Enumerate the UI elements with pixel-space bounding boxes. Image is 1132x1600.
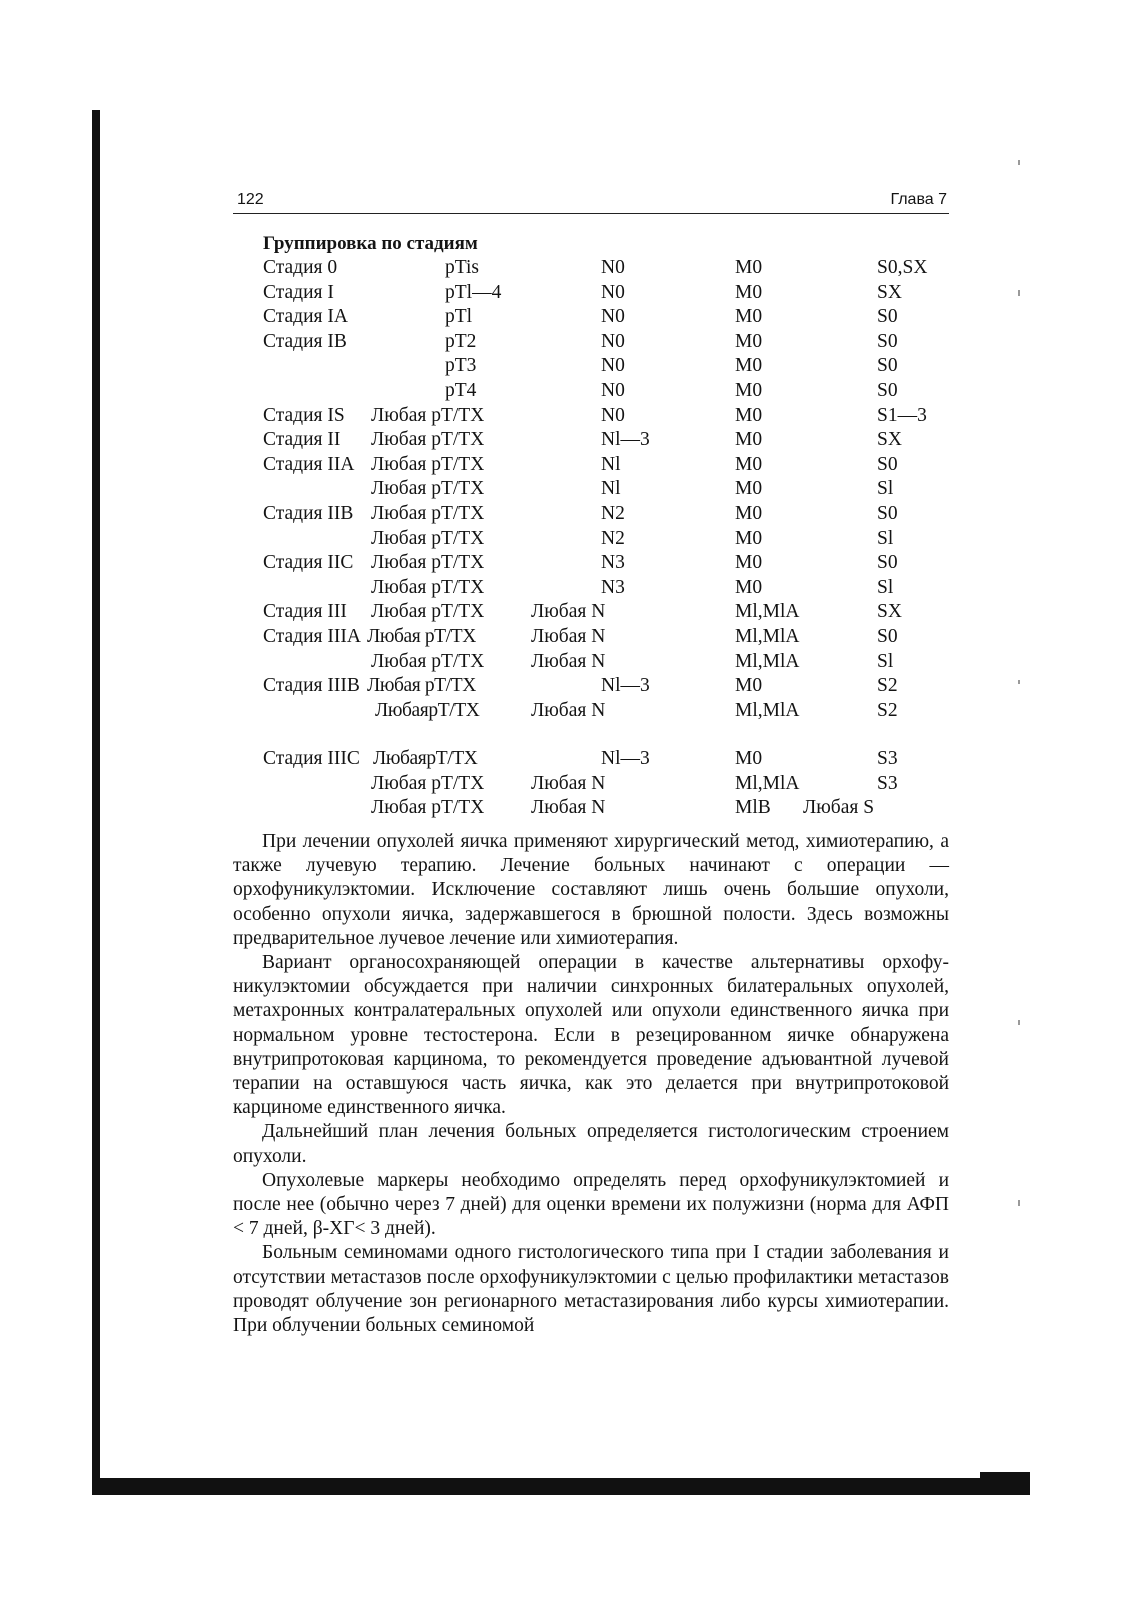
table-row	[263, 700, 963, 725]
m-cell: M0	[735, 355, 763, 377]
s-cell: S0	[877, 330, 898, 352]
table-row	[263, 601, 963, 626]
n-cell: Любая N	[531, 625, 606, 647]
t-cell: Любая рТ/ТХ	[367, 675, 476, 697]
paragraph: Больным семиномами одного гистологического типа при I стадии заболевания и отсутствии метастазов после орхофуникулэктомии с целью профилактики метастазов проводят облучение зон регионарного метастазирования либо курсы химиотерапии. При облучении больных семиномой	[233, 1242, 949, 1337]
stage-cell: Стадия IIIC	[263, 748, 360, 770]
m-cell: M0	[735, 552, 763, 574]
t-cell: pT2	[445, 330, 477, 352]
table-row	[263, 405, 963, 430]
stage-grouping-table	[263, 257, 963, 822]
t-cell: pT4	[445, 379, 477, 401]
t-cell: Любая рТ/ТХ	[371, 453, 485, 475]
stage-cell: Стадия I	[263, 281, 334, 303]
m-cell: M0	[735, 748, 763, 770]
table-row	[263, 503, 963, 528]
t-cell: Любая рТ/ТХ	[371, 601, 485, 623]
t-cell: Любая рТ/ТХ	[371, 576, 485, 598]
scan-edge-corner	[980, 1472, 1030, 1478]
table-row	[263, 577, 963, 602]
n-cell: N0	[601, 379, 625, 401]
stage-cell: Стадия IIIB	[263, 675, 360, 697]
m-cell: Ml,MlA	[735, 650, 800, 672]
s-cell: Sl	[877, 527, 894, 549]
n-cell: Любая N	[531, 601, 606, 623]
table-row	[263, 651, 963, 676]
stage-cell: Стадия IIC	[263, 552, 354, 574]
m-cell: M0	[735, 453, 763, 475]
m-cell: M0	[735, 527, 763, 549]
m-cell: M0	[735, 281, 763, 303]
n-cell: N0	[601, 281, 625, 303]
stage-cell: Стадия 0	[263, 257, 338, 278]
m-cell: M0	[735, 502, 763, 524]
s-cell: S2	[877, 675, 898, 697]
paragraph: Вариант органосохраняющей операции в качестве альтернативы орхофуникулэктомии обсуждается при наличии синхронных билатеральных опухолей, метахронных контралатеральных опухолей или опухоли единственного яичка при нормальном уровне тестостерона. Если в резецированном яичке обнаружена внутрипротоковая карцинома, то рекомендуется проведение адъювантной лучевой терапии на оставшуюся часть яичка, как это делается при внутрипротоковой карциноме единственного яичка.	[233, 952, 949, 1119]
table-row	[263, 773, 963, 798]
t-cell: Любая рТ/ТХ	[371, 527, 485, 549]
stage-cell: Стадия IIB	[263, 502, 354, 524]
table-row	[263, 797, 963, 822]
s-cell: Sl	[877, 650, 894, 672]
s-cell: S0	[877, 379, 898, 401]
table-row	[263, 748, 963, 773]
body-text	[233, 830, 949, 1338]
m-cell: M0	[735, 478, 763, 500]
table-row	[263, 429, 963, 454]
n-cell: Nl—3	[601, 429, 650, 451]
n-cell: N3	[601, 576, 625, 598]
stage-cell: Стадия IS	[263, 404, 345, 426]
n-cell: Nl	[601, 453, 621, 475]
stage-cell: Стадия IIIA	[263, 625, 361, 647]
s-cell: S0	[877, 306, 898, 328]
t-cell: pTis	[445, 257, 479, 278]
n-cell: N3	[601, 552, 625, 574]
s-cell: S0	[877, 625, 898, 647]
table-row	[263, 478, 963, 503]
s-cell: S3	[877, 772, 898, 794]
table-row	[263, 331, 963, 356]
s-cell: Любая S	[803, 797, 875, 819]
n-cell: N2	[601, 527, 625, 549]
table-row	[263, 552, 963, 577]
table-row	[263, 675, 963, 700]
n-cell: Любая N	[531, 772, 606, 794]
s-cell: Sl	[877, 576, 894, 598]
s-cell: S0	[877, 552, 898, 574]
n-cell: N0	[601, 404, 625, 426]
m-cell: Ml,MlA	[735, 699, 800, 721]
t-cell: Любая рТ/ТХ	[371, 797, 485, 819]
table-row	[263, 282, 963, 307]
table-row	[263, 626, 963, 651]
s-cell: S3	[877, 748, 898, 770]
n-cell: Любая N	[531, 699, 606, 721]
s-cell: S0	[877, 453, 898, 475]
stage-cell: Стадия IIA	[263, 453, 355, 475]
s-cell: SX	[877, 429, 902, 451]
n-cell: Nl	[601, 478, 621, 500]
s-cell: S2	[877, 699, 898, 721]
m-cell: M0	[735, 330, 763, 352]
t-cell: Любая рТ/ТХ	[371, 404, 485, 426]
t-cell: pTl—4	[445, 281, 502, 303]
scan-edge-left	[92, 110, 100, 1495]
m-cell: Ml,MlA	[735, 772, 800, 794]
n-cell: Любая N	[531, 797, 606, 819]
stage-cell: Стадия IA	[263, 306, 348, 328]
table-row	[263, 355, 963, 380]
m-cell: M0	[735, 576, 763, 598]
t-cell: Любая рТ/ТХ	[367, 625, 476, 647]
t-cell: ЛюбаяpТ/ТХ	[375, 699, 480, 721]
t-cell: pTl	[445, 306, 473, 328]
s-cell: S0	[877, 502, 898, 524]
paragraph: Дальнейший план лечения больных определяется гистологическим строением опухоли.	[233, 1121, 949, 1167]
table-row	[263, 454, 963, 479]
t-cell: ЛюбаяpТ/ТХ	[373, 748, 478, 770]
n-cell: N0	[601, 355, 625, 377]
m-cell: Ml,MlA	[735, 625, 800, 647]
stage-cell: Стадия II	[263, 429, 341, 451]
t-cell: Любая рТ/ТХ	[371, 502, 485, 524]
t-cell: pT3	[445, 355, 477, 377]
m-cell: M0	[735, 257, 763, 278]
s-cell: S0	[877, 355, 898, 377]
n-cell: N2	[601, 502, 625, 524]
scan-edge-bottom	[92, 1478, 1030, 1495]
paragraph: При лечении опухолей яичка применяют хирургический метод, химиотерапию, а также лучевую терапию. Лечение больных начинают с операции — орхофуникулэктомии. Исключение составляют лишь очень большие опухоли, особенно опухоли яичка, задержавшегося в брюшной полости. Здесь возможны предварительное лучевое лечение или химиотерапия.	[233, 831, 949, 949]
table-row	[263, 528, 963, 553]
s-cell: SX	[877, 281, 902, 303]
n-cell: N0	[601, 306, 625, 328]
m-cell: MlB	[735, 797, 771, 819]
stage-cell: Стадия III	[263, 601, 347, 623]
t-cell: Любая рТ/ТХ	[371, 772, 485, 794]
table-title: Группировка по стадиям	[263, 233, 478, 254]
table-row	[263, 306, 963, 331]
n-cell: N0	[601, 257, 625, 278]
scan-specks	[1018, 160, 1022, 1360]
n-cell: Любая N	[531, 650, 606, 672]
m-cell: M0	[735, 306, 763, 328]
chapter-title: Глава 7	[890, 191, 947, 208]
n-cell: Nl—3	[601, 748, 650, 770]
table-row	[263, 380, 963, 405]
t-cell: Любая рТ/ТХ	[371, 650, 485, 672]
m-cell: M0	[735, 404, 763, 426]
t-cell: Любая рТ/ТХ	[371, 552, 485, 574]
n-cell: N0	[601, 330, 625, 352]
s-cell: Sl	[877, 478, 894, 500]
m-cell: Ml,MlA	[735, 601, 800, 623]
table-row	[263, 257, 963, 282]
s-cell: S0,SX	[877, 257, 928, 278]
running-head	[233, 189, 949, 214]
m-cell: M0	[735, 429, 763, 451]
m-cell: M0	[735, 379, 763, 401]
s-cell: S1—3	[877, 404, 927, 426]
m-cell: M0	[735, 675, 763, 697]
t-cell: Любая рТ/ТХ	[371, 478, 485, 500]
paragraph: Опухолевые маркеры необходимо определять перед орхофуникулэктомией и после нее (обычно через 7 дней) для оценки времени их полужизни (норма для АФП < 7 дней, β-ХГ< 3 дней).	[233, 1169, 949, 1240]
stage-cell: Стадия IB	[263, 330, 347, 352]
t-cell: Любая рТ/ТХ	[371, 429, 485, 451]
page-number: 122	[237, 191, 264, 208]
n-cell: Nl—3	[601, 675, 650, 697]
s-cell: SX	[877, 601, 902, 623]
